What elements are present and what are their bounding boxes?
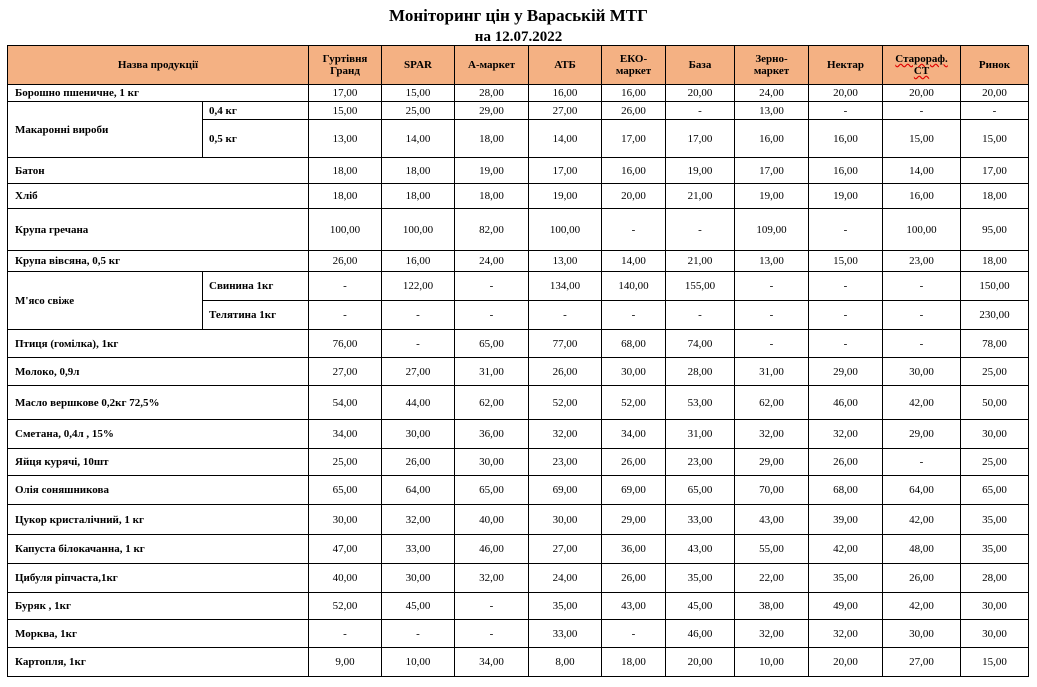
price-cell: 16,00	[735, 120, 809, 158]
header-product: Назва продукції	[8, 46, 309, 85]
price-cell: 32,00	[529, 420, 602, 449]
price-cell: 82,00	[455, 209, 529, 251]
price-cell: 30,00	[382, 420, 455, 449]
price-cell: 28,00	[961, 564, 1029, 593]
price-cell: 30,00	[382, 564, 455, 593]
price-cell: 69,00	[602, 476, 666, 505]
table-row	[8, 535, 1029, 564]
price-cell: -	[666, 209, 735, 251]
price-cell: 95,00	[961, 209, 1029, 251]
table-row	[8, 251, 1029, 272]
header-store: Зерно-маркет	[735, 46, 809, 85]
product-name: Масло вершкове 0,2кг 72,5%	[8, 386, 309, 420]
price-cell: -	[666, 102, 735, 120]
price-cell: 54,00	[309, 386, 382, 420]
price-cell: 30,00	[961, 593, 1029, 620]
table-header-row	[8, 46, 1029, 85]
price-cell: -	[455, 593, 529, 620]
price-cell: 230,00	[961, 301, 1029, 330]
product-variant: Телятина 1кг	[203, 301, 309, 330]
price-cell: 155,00	[666, 272, 735, 301]
price-cell: 53,00	[666, 386, 735, 420]
price-cell: -	[382, 620, 455, 648]
table-row	[8, 476, 1029, 505]
price-cell: 27,00	[382, 358, 455, 386]
price-cell: 16,00	[809, 158, 883, 184]
price-cell: 28,00	[455, 85, 529, 102]
price-cell: 20,00	[666, 648, 735, 677]
price-cell: 30,00	[883, 358, 961, 386]
product-name: Батон	[8, 158, 309, 184]
price-cell: 70,00	[735, 476, 809, 505]
price-cell: 30,00	[961, 620, 1029, 648]
price-cell: 21,00	[666, 251, 735, 272]
price-cell: 16,00	[529, 85, 602, 102]
price-cell: 69,00	[529, 476, 602, 505]
price-cell: 65,00	[455, 330, 529, 358]
price-cell: 32,00	[455, 564, 529, 593]
price-cell: 17,00	[961, 158, 1029, 184]
product-name: Капуста білокачанна, 1 кг	[8, 535, 309, 564]
product-name: Борошно пшеничне, 1 кг	[8, 85, 309, 102]
price-cell: 35,00	[961, 535, 1029, 564]
table-row	[8, 158, 1029, 184]
price-cell: 24,00	[455, 251, 529, 272]
price-cell: 29,00	[455, 102, 529, 120]
price-cell: 30,00	[309, 505, 382, 535]
price-cell: 32,00	[735, 620, 809, 648]
table-row	[8, 620, 1029, 648]
header-store: База	[666, 46, 735, 85]
price-cell: 15,00	[961, 120, 1029, 158]
price-cell: 30,00	[961, 420, 1029, 449]
product-variant: 0,4 кг	[203, 102, 309, 120]
table-row	[8, 85, 1029, 102]
price-cell: 29,00	[602, 505, 666, 535]
price-cell: -	[382, 301, 455, 330]
price-cell: -	[735, 272, 809, 301]
price-cell: 18,00	[309, 158, 382, 184]
price-cell: 28,00	[666, 358, 735, 386]
price-cell: 23,00	[883, 251, 961, 272]
price-cell: 18,00	[961, 184, 1029, 209]
price-cell: 25,00	[382, 102, 455, 120]
price-cell: 42,00	[883, 505, 961, 535]
price-cell: 19,00	[735, 184, 809, 209]
product-name: Крупа вівсяна, 0,5 кг	[8, 251, 309, 272]
price-cell: 29,00	[809, 358, 883, 386]
price-cell: 33,00	[529, 620, 602, 648]
price-cell: 40,00	[455, 505, 529, 535]
header-store: Гуртівня Гранд	[309, 46, 382, 85]
product-name: М'ясо свіже	[8, 272, 203, 330]
price-cell: 32,00	[809, 620, 883, 648]
price-cell: 17,00	[602, 120, 666, 158]
price-cell: 31,00	[666, 420, 735, 449]
table-row	[8, 184, 1029, 209]
price-cell: 27,00	[529, 102, 602, 120]
product-name: Олія соняшникова	[8, 476, 309, 505]
price-cell: 23,00	[666, 449, 735, 476]
price-cell: -	[309, 620, 382, 648]
price-cell: 26,00	[809, 449, 883, 476]
price-cell: 134,00	[529, 272, 602, 301]
price-cell: 34,00	[602, 420, 666, 449]
price-cell: 20,00	[666, 85, 735, 102]
table-row	[8, 564, 1029, 593]
price-cell: 18,00	[455, 184, 529, 209]
price-cell: 27,00	[883, 648, 961, 677]
price-cell: 18,00	[455, 120, 529, 158]
product-name: Сметана, 0,4л , 15%	[8, 420, 309, 449]
product-name: Крупа гречана	[8, 209, 309, 251]
price-cell: 100,00	[382, 209, 455, 251]
price-cell: -	[809, 209, 883, 251]
table-row	[8, 505, 1029, 535]
price-cell: -	[809, 301, 883, 330]
price-cell: -	[961, 102, 1029, 120]
price-cell: 68,00	[602, 330, 666, 358]
price-cell: 29,00	[883, 420, 961, 449]
header-store: А-маркет	[455, 46, 529, 85]
price-cell: 32,00	[735, 420, 809, 449]
price-cell: -	[735, 301, 809, 330]
price-cell: 47,00	[309, 535, 382, 564]
product-name: Молоко, 0,9л	[8, 358, 309, 386]
price-cell: 55,00	[735, 535, 809, 564]
price-cell: 20,00	[809, 648, 883, 677]
price-cell: 100,00	[529, 209, 602, 251]
price-cell: 46,00	[666, 620, 735, 648]
page-title: Моніторинг цін у Вараській МТГ	[389, 6, 648, 25]
price-cell: -	[309, 272, 382, 301]
price-cell: -	[455, 620, 529, 648]
price-cell: 43,00	[735, 505, 809, 535]
price-cell: 20,00	[809, 85, 883, 102]
price-cell: 26,00	[602, 564, 666, 593]
price-cell: 17,00	[666, 120, 735, 158]
product-name: Картопля, 1кг	[8, 648, 309, 677]
price-cell: 52,00	[602, 386, 666, 420]
price-cell: 20,00	[883, 85, 961, 102]
price-cell: 14,00	[602, 251, 666, 272]
price-cell: 78,00	[961, 330, 1029, 358]
price-cell: 24,00	[735, 85, 809, 102]
table-row	[8, 386, 1029, 420]
price-cell: 18,00	[382, 184, 455, 209]
price-cell: 34,00	[309, 420, 382, 449]
price-cell: 49,00	[809, 593, 883, 620]
product-name: Птиця (гомілка), 1кг	[8, 330, 309, 358]
price-cell: 39,00	[809, 505, 883, 535]
table-row	[8, 593, 1029, 620]
header-store-label: Старораф. СТ	[895, 53, 948, 77]
price-cell: 27,00	[529, 535, 602, 564]
price-cell: 21,00	[666, 184, 735, 209]
price-cell: 16,00	[602, 158, 666, 184]
price-cell: 65,00	[961, 476, 1029, 505]
price-cell: -	[602, 301, 666, 330]
price-cell: 30,00	[455, 449, 529, 476]
price-cell: 62,00	[455, 386, 529, 420]
table-row	[8, 102, 1029, 120]
price-cell: 45,00	[382, 593, 455, 620]
header-store: АТБ	[529, 46, 602, 85]
price-cell: 16,00	[883, 184, 961, 209]
product-variant: 0,5 кг	[203, 120, 309, 158]
price-cell: 26,00	[602, 102, 666, 120]
price-cell: 45,00	[666, 593, 735, 620]
price-table	[7, 45, 1029, 677]
price-cell: 109,00	[735, 209, 809, 251]
price-cell: 26,00	[309, 251, 382, 272]
price-cell: 68,00	[809, 476, 883, 505]
price-cell: 8,00	[529, 648, 602, 677]
product-name: Цибуля ріпчаста,1кг	[8, 564, 309, 593]
price-cell: 14,00	[529, 120, 602, 158]
price-cell: -	[809, 102, 883, 120]
product-name: Макаронні вироби	[8, 102, 203, 158]
price-cell: 15,00	[883, 120, 961, 158]
price-cell: 18,00	[382, 158, 455, 184]
price-cell: 17,00	[529, 158, 602, 184]
table-row	[8, 330, 1029, 358]
price-cell: 35,00	[961, 505, 1029, 535]
price-cell: 65,00	[455, 476, 529, 505]
price-cell: 33,00	[666, 505, 735, 535]
price-cell: 30,00	[602, 358, 666, 386]
price-cell: 100,00	[309, 209, 382, 251]
product-variant: Свинина 1кг	[203, 272, 309, 301]
price-cell: -	[455, 301, 529, 330]
price-cell: -	[529, 301, 602, 330]
price-cell: 15,00	[309, 102, 382, 120]
price-cell: 65,00	[666, 476, 735, 505]
price-cell: 46,00	[809, 386, 883, 420]
price-cell: 19,00	[529, 184, 602, 209]
price-cell: -	[602, 620, 666, 648]
price-cell: 42,00	[883, 386, 961, 420]
price-cell: 150,00	[961, 272, 1029, 301]
price-cell: 9,00	[309, 648, 382, 677]
price-cell: 20,00	[961, 85, 1029, 102]
price-cell: 32,00	[809, 420, 883, 449]
price-cell: 13,00	[735, 251, 809, 272]
price-cell: 15,00	[809, 251, 883, 272]
price-cell: 65,00	[309, 476, 382, 505]
price-cell: 30,00	[529, 505, 602, 535]
price-cell: 100,00	[883, 209, 961, 251]
price-cell: -	[735, 330, 809, 358]
price-cell: 52,00	[529, 386, 602, 420]
price-cell: 43,00	[602, 593, 666, 620]
price-cell: 30,00	[883, 620, 961, 648]
price-cell: 42,00	[809, 535, 883, 564]
price-cell: -	[602, 209, 666, 251]
price-cell: 13,00	[735, 102, 809, 120]
price-cell: 27,00	[309, 358, 382, 386]
product-name: Яйця курячі, 10шт	[8, 449, 309, 476]
price-cell: 25,00	[961, 358, 1029, 386]
header-store: Нектар	[809, 46, 883, 85]
price-cell: -	[309, 301, 382, 330]
price-cell: 17,00	[309, 85, 382, 102]
product-name: Морква, 1кг	[8, 620, 309, 648]
price-cell: 14,00	[883, 158, 961, 184]
price-cell: 19,00	[809, 184, 883, 209]
table-row	[8, 420, 1029, 449]
table-row	[8, 272, 1029, 301]
table-row	[8, 449, 1029, 476]
price-cell: 29,00	[735, 449, 809, 476]
price-cell: 48,00	[883, 535, 961, 564]
price-cell: 35,00	[809, 564, 883, 593]
price-cell: 23,00	[529, 449, 602, 476]
price-cell: 13,00	[529, 251, 602, 272]
table-row	[8, 648, 1029, 677]
price-cell: 36,00	[455, 420, 529, 449]
price-cell: 22,00	[735, 564, 809, 593]
price-cell: 43,00	[666, 535, 735, 564]
price-cell: 16,00	[809, 120, 883, 158]
price-cell: -	[809, 272, 883, 301]
price-cell: 76,00	[309, 330, 382, 358]
price-cell: 36,00	[602, 535, 666, 564]
price-cell: 19,00	[455, 158, 529, 184]
price-cell: -	[883, 102, 961, 120]
price-cell: -	[455, 272, 529, 301]
price-cell: 64,00	[883, 476, 961, 505]
price-cell: 20,00	[602, 184, 666, 209]
price-cell: 13,00	[309, 120, 382, 158]
price-cell: 14,00	[382, 120, 455, 158]
table-body	[8, 85, 1029, 677]
price-cell: 40,00	[309, 564, 382, 593]
price-cell: -	[883, 272, 961, 301]
header-store: Ринок	[961, 46, 1029, 85]
price-cell: 64,00	[382, 476, 455, 505]
product-name: Хліб	[8, 184, 309, 209]
price-cell: 62,00	[735, 386, 809, 420]
price-cell: 25,00	[309, 449, 382, 476]
price-cell: 26,00	[382, 449, 455, 476]
product-name: Буряк , 1кг	[8, 593, 309, 620]
price-cell: 34,00	[455, 648, 529, 677]
price-cell: 50,00	[961, 386, 1029, 420]
price-cell: -	[809, 330, 883, 358]
price-cell: 122,00	[382, 272, 455, 301]
price-cell: 16,00	[602, 85, 666, 102]
price-cell: 24,00	[529, 564, 602, 593]
product-name: Цукор кристалічний, 1 кг	[8, 505, 309, 535]
price-cell: -	[382, 330, 455, 358]
price-cell: 26,00	[883, 564, 961, 593]
price-cell: 16,00	[382, 251, 455, 272]
price-cell: 25,00	[961, 449, 1029, 476]
table-row	[8, 358, 1029, 386]
price-cell: 18,00	[961, 251, 1029, 272]
price-cell: 31,00	[455, 358, 529, 386]
page-subtitle: на 12.07.2022	[474, 29, 563, 45]
price-cell: 19,00	[666, 158, 735, 184]
price-cell: 18,00	[309, 184, 382, 209]
price-cell: 140,00	[602, 272, 666, 301]
price-cell: 77,00	[529, 330, 602, 358]
price-cell: 26,00	[602, 449, 666, 476]
price-cell: 15,00	[382, 85, 455, 102]
price-cell: 33,00	[382, 535, 455, 564]
price-cell: 18,00	[602, 648, 666, 677]
price-cell: 74,00	[666, 330, 735, 358]
price-cell: 35,00	[529, 593, 602, 620]
price-cell: -	[666, 301, 735, 330]
header-store: ЕКО-маркет	[602, 46, 666, 85]
price-cell: 32,00	[382, 505, 455, 535]
price-cell: 52,00	[309, 593, 382, 620]
price-cell: 26,00	[529, 358, 602, 386]
price-cell: 42,00	[883, 593, 961, 620]
price-cell: 44,00	[382, 386, 455, 420]
price-cell: 17,00	[735, 158, 809, 184]
price-cell: 31,00	[735, 358, 809, 386]
price-cell: 10,00	[382, 648, 455, 677]
price-cell: 38,00	[735, 593, 809, 620]
price-cell: 46,00	[455, 535, 529, 564]
price-cell: 35,00	[666, 564, 735, 593]
header-store	[883, 46, 961, 85]
price-cell: -	[883, 330, 961, 358]
price-cell: -	[883, 449, 961, 476]
table-row	[8, 209, 1029, 251]
price-cell: 10,00	[735, 648, 809, 677]
price-cell: 15,00	[961, 648, 1029, 677]
price-cell: -	[883, 301, 961, 330]
header-store: SPAR	[382, 46, 455, 85]
